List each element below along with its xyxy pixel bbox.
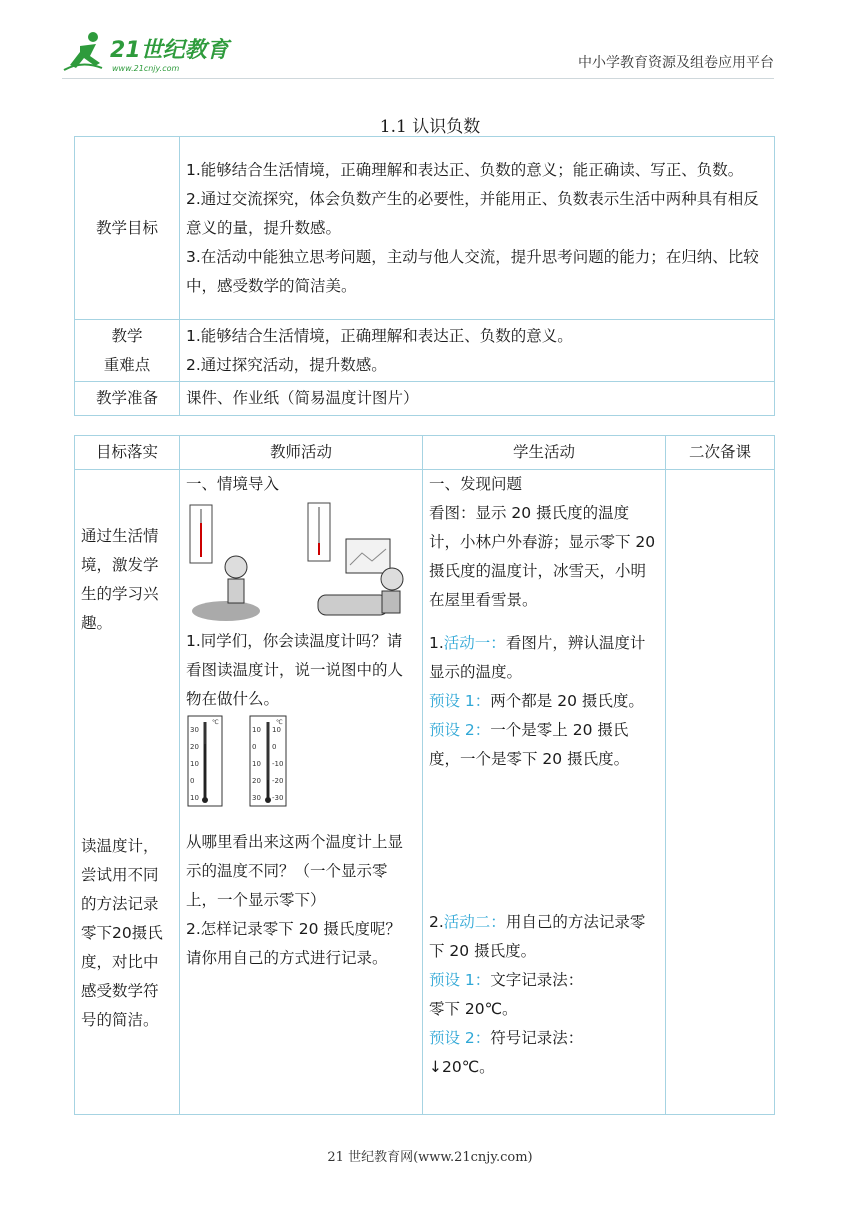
preset-3: 预设 1：文字记录法： [429,971,584,989]
svg-text:0: 0 [190,777,195,785]
student-heading: 一、发现问题 [429,475,523,493]
logo-url: www.21cnjy.com [112,64,180,73]
teacher-column [180,470,423,1115]
thermometer-icon [190,505,212,563]
header-divider [62,78,774,79]
goal-item: 1.能够结合生活情境，正确理解和表达正、负数的意义；能正确读、写正、负数。 [186,160,744,179]
runner-icon [64,32,102,70]
focus-item: 1.能够结合生活情境，正确理解和表达正、负数的意义。 [186,326,573,345]
svg-text:-20: -20 [272,777,284,785]
col-header-revision: 二次备课 [666,436,775,470]
goal-note-2: 读温度计，尝试用不同的方法记录零下20摄氏度，对比中感受数学符号的简洁。 [81,837,163,1029]
svg-text:10: 10 [272,726,281,734]
preset-3-value: 零下 20℃。 [429,1000,518,1018]
page-title: 1.1 认识负数 [379,117,481,137]
svg-text:30: 30 [190,726,199,734]
preset-1: 预设 1：两个都是 20 摄氏度。 [429,692,644,710]
svg-text:0: 0 [252,743,257,751]
goal-note-1: 通过生活情境，激发学生的学习兴趣。 [81,527,159,632]
focus-cell [180,320,775,382]
teacher-heading: 一、情境导入 [186,475,280,493]
goal-column [75,470,180,1115]
overview-table [74,136,775,416]
svg-text:-10: -10 [272,760,284,768]
focus-label [75,320,180,382]
process-table [74,435,775,1115]
thermometer-pair [186,714,412,810]
activity-2: 2.活动二：用自己的方法记录零下 20 摄氏度。 [429,913,646,960]
page-footer: 21 世纪教育网(www.21cnjy.com) [327,1150,533,1165]
col-header-student: 学生活动 [423,436,666,470]
teacher-question-1: 1.同学们，你会读温度计吗？请看图读温度计，说一说图中的人物在做什么。 [186,632,404,708]
svg-text:10: 10 [252,760,261,768]
student-look: 看图：显示 20 摄氏度的温度计，小林户外春游；显示零下 20 摄氏度的温度计，冰雪天，小明在屋里看雪景。 [429,504,656,609]
scene-illustration [186,499,412,627]
logo-text: 21世纪教育 [110,38,229,63]
teacher-question-2: 2.怎样记录零下 20 摄氏度呢？请你用自己的方式进行记录。 [186,920,401,967]
prep-label: 教学准备 [75,382,180,416]
thermometer-icon [308,503,330,561]
preset-4: 预设 2：符号记录法： [429,1029,584,1047]
thermometer-plus-20 [188,716,222,806]
svg-text:10: 10 [190,794,199,802]
svg-text:-30: -30 [272,794,284,802]
site-logo [62,30,232,76]
window-snow-scene [346,539,390,573]
goals-cell [180,137,775,320]
focus-label-line2: 重难点 [103,355,151,374]
svg-text:10: 10 [252,726,261,734]
goal-item: 3.在活动中能独立思考问题，主动与他人交流，提升思考问题的能力；在归纳、比较中，感受数学的简洁美。 [186,247,759,295]
svg-text:20: 20 [252,777,261,785]
col-header-teacher: 教师活动 [180,436,423,470]
thermometer-minus-20 [250,716,286,806]
prep-cell: 课件、作业纸（简易温度计图片） [180,382,775,416]
svg-text:10: 10 [190,760,199,768]
svg-text:℃: ℃ [212,719,219,726]
preset-4-value: ↓20℃。 [429,1058,495,1076]
svg-text:0: 0 [272,743,277,751]
col-header-goal: 目标落实 [75,436,180,470]
boy-indoor-figure [318,568,403,615]
teacher-question-diff: 从哪里看出来这两个温度计上显示的温度不同？（一个显示零上，一个显示零下） [186,833,404,909]
svg-text:℃: ℃ [276,719,283,726]
focus-label-line1: 教学 [111,326,143,345]
goals-label: 教学目标 [75,137,180,320]
activity-1: 1.活动一：看图片，辨认温度计显示的温度。 [429,634,646,681]
revision-column [666,470,775,1115]
boy-outdoor-figure [192,556,260,621]
site-tagline: 中小学教育资源及组卷应用平台 [578,55,774,71]
svg-text:30: 30 [252,794,261,802]
focus-item: 2.通过探究活动，提升数感。 [186,355,387,374]
svg-text:20: 20 [190,743,199,751]
goal-item: 2.通过交流探究，体会负数产生的必要性，并能用正、负数表示生活中两种具有相反意义的量，提升数感。 [186,189,759,237]
preset-2: 预设 2：一个是零上 20 摄氏度，一个是零下 20 摄氏度。 [429,721,630,768]
student-column [423,470,666,1115]
